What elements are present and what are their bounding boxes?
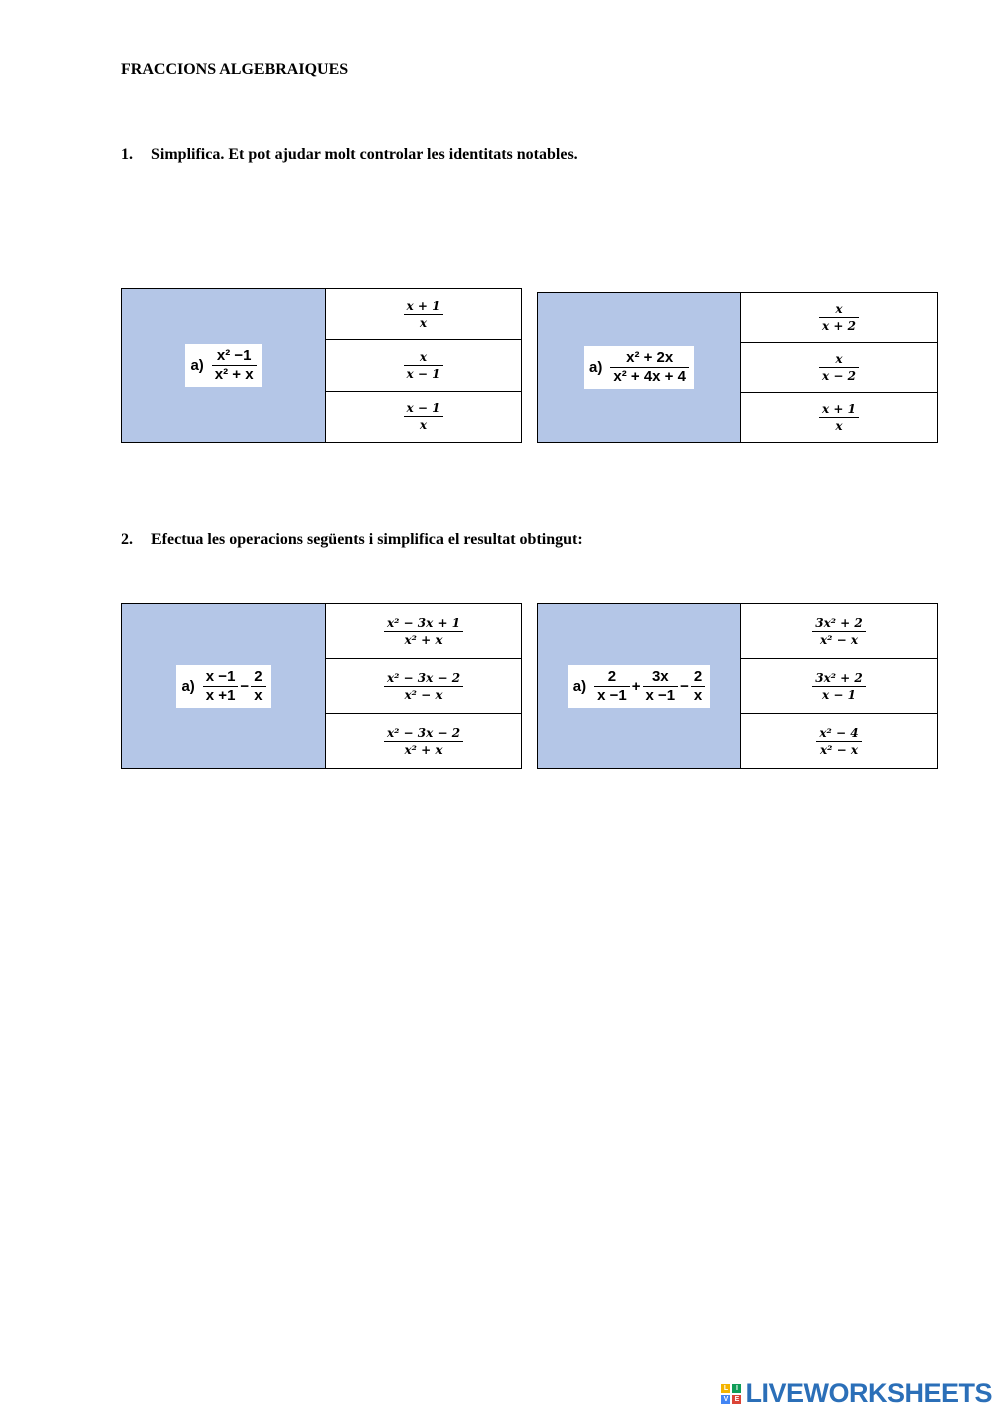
answer-option[interactable]: $\frac{\text{x² − 4}}{\text{x² − x}}$ <box>741 714 937 768</box>
liveworksheets-logo-icon: L I V E <box>721 1384 741 1404</box>
page-title: FRACCIONS ALGEBRAIQUES <box>121 61 349 78</box>
fraction: $\frac{3x}{x -1}$ <box>643 668 679 705</box>
answer-options <box>741 293 937 442</box>
liveworksheets-logo <box>721 1378 992 1409</box>
exercise-1-instruction <box>121 146 578 164</box>
matching-card-2 <box>537 292 938 443</box>
question-label: a) <box>190 357 204 374</box>
answer-option[interactable]: $\frac{\text{3x² + 2}}{x - 1}$ <box>741 659 937 714</box>
fraction: $\frac{2}{x}$ <box>691 668 705 705</box>
answer-options <box>741 604 937 768</box>
answer-option[interactable]: $\frac{x + 1}{x}$ <box>326 289 521 340</box>
fraction: $\frac{\text{x² + 2x}}{\text{x² + 4x + 4}}$ <box>610 349 689 386</box>
answer-option[interactable]: $\frac{x}{x + 2}$ <box>741 293 937 343</box>
answer-option[interactable]: $\frac{x}{x - 2}$ <box>741 343 937 393</box>
question-panel <box>538 604 741 768</box>
fraction: $\frac{\text{x² −1}}{\text{x² + x}}$ <box>212 347 257 384</box>
exercise-2-instruction <box>121 531 583 549</box>
logo-text: LIVEWORKSHEETS <box>745 1378 992 1408</box>
operator: + <box>631 677 641 695</box>
matching-card-1 <box>121 288 522 443</box>
question-panel <box>122 289 326 442</box>
operator: − <box>240 677 250 695</box>
answer-option[interactable]: $\frac{x}{x - 1}$ <box>326 340 521 391</box>
answer-option[interactable]: $\frac{\text{3x² + 2}}{\text{x² − x}}$ <box>741 604 937 659</box>
fraction: $\frac{2}{x -1}$ <box>594 668 630 705</box>
exercise-text: Efectua les operacions següents i simplifica el resultat obtingut: <box>151 531 583 548</box>
question-panel <box>538 293 741 442</box>
matching-card-4 <box>537 603 938 769</box>
question-expression <box>584 346 694 389</box>
answer-options <box>326 604 521 768</box>
answer-option[interactable]: $\frac{\text{x² − 3x − 2}}{\text{x² + x}}$ <box>326 714 521 768</box>
answer-options <box>326 289 521 442</box>
exercise-number: 1. <box>121 146 133 163</box>
answer-option[interactable]: $\frac{\text{x² − 3x − 2}}{\text{x² − x}}$ <box>326 659 521 714</box>
matching-card-3 <box>121 603 522 769</box>
question-expression <box>568 665 710 708</box>
answer-option[interactable]: $\frac{x - 1}{x}$ <box>326 392 521 442</box>
question-expression <box>185 344 261 387</box>
fraction: $\frac{x -1}{x +1}$ <box>203 668 239 705</box>
exercise-text: Simplifica. Et pot ajudar molt controlar les identitats notables. <box>151 146 578 163</box>
operator: − <box>680 677 689 695</box>
question-label: a) <box>572 677 587 695</box>
question-label: a) <box>181 677 195 695</box>
question-expression <box>176 665 270 708</box>
fraction: $\frac{2}{x}$ <box>251 668 265 705</box>
answer-option[interactable]: $\frac{x + 1}{x}$ <box>741 393 937 442</box>
question-label: a) <box>589 359 603 376</box>
exercise-number: 2. <box>121 531 133 548</box>
answer-option[interactable]: $\frac{\text{x² − 3x + 1}}{\text{x² + x}}$ <box>326 604 521 659</box>
question-panel <box>122 604 326 768</box>
